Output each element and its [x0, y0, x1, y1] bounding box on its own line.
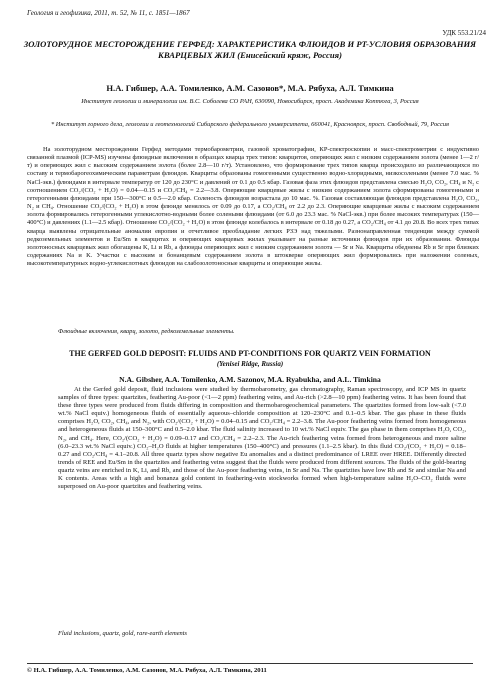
- paper-title-en: THE GERFED GOLD DEPOSIT: FLUIDS AND PT-CONDITIONS FOR QUARTZ VEIN FORMATION: [69, 349, 431, 358]
- paper-subtitle-en: (Yenisei Ridge, Russia): [216, 360, 284, 368]
- copyright-notice: © Н.А. Гибшер, А.А. Томиленко, А.М. Сазонов, М.А. Рябуха, А.Л. Тимкина, 2011: [27, 667, 267, 674]
- keywords-en: Fluid inclusions, quartz, gold, rare-earth elements: [58, 630, 187, 637]
- abstract-en: At the Gerfed gold deposit, fluid inclusions were studied by thermobarometry, gas chromatography, Raman spectroscopy, and ICP MS in quartz samples of three types: quartzites, feathering Au-poor (<1—2 ppm) feathering veins, and Au-rich (>2.8—10 ppm) feathering veins. It has been found that these three types were produced from fluids differing in composition and thermobarogeochemical parameters. The quartzites formed from low-salt (<7.0 wt.% NaCl equiv.) homogeneous fluids of essentially aqueous–chloride composition at 120–230°C and 0.1–0.5 kbar. The gas phase in these fluids comprises H₂O, CO₂, CH₄, and N₂, with CO₂/(CO₂ + H₂O) = 0.04–0.15 and CO₂/CH₄ = 2.2–3.8. The Au-poor feathering veins formed from homogeneous and heterogeneous fluids at 150–300°C and 0.5–2.0 kbar. The fluid salinity increased to 10 wt.% NaCl equiv. The gas phase in them comprises H₂O, CO₂, N₂, and CH₄. Here, CO₂/(CO₂ + H₂O) = 0.09–0.17 and CO₂/CH₄ = 2.2–2.3. The Au-rich feathering veins formed from heterogeneous and more saline (6.0–23.3 wt.% NaCl equiv.) CO₂–H₂O fluids at higher temperatures (150–400°C) and pressures (1.1–2.5 kbar). In this fluid CO₂/(CO₂ + H₂O) = 0.18–0.27 and CO₂/CH₄ = 4.1–20.8. All three quartz types show negative Eu anomalies and a distinct predominance of LREE over HREE. Differently directed trends of REE and Eu/Sm in the quartzites and feathering veins suggest that the fluids were produced from different sources. The fluids of the gold-bearing quartz veins are enriched in K, Li, and Rb, and those of the Au-poor feathering veins, in Sr and Na. The quartzites have low Rb and Sr and similar Na and K contents. Areas with a high and bonanza gold content in feathering-vein stockworks formed when high-temperature saline H₂O–CO₂ fluids were superposed on Au-poor quartzites and feathering veins.: [58, 386, 466, 491]
- authors-en: N.A. Gibsher, A.A. Tomilenko, A.M. Sazonov, M.A. Ryabukha, and A.L. Timkina: [119, 375, 381, 384]
- paper-title-ru: ЗОЛОТОРУДНОЕ МЕСТОРОЖДЕНИЕ ГЕРФЕД: ХАРАКТЕРИСТИКА ФЛЮИДОВ И PT-УСЛОВИЯ ОБРАЗОВАНИЯ КВАРЦЕВЫХ ЖИЛ (Енисейский кряж, Россия): [23, 39, 477, 60]
- affiliation-1-ru: Институт геологии и минералогии им. В.С. Соболева СО РАН, 630090, Новосибирск, просп. Академика Коптюга, 3, Россия: [81, 98, 419, 105]
- abstract-ru: На золоторудном месторождении Герфед методами термобарометрии, газовой хроматографии, КР-спектроскопии и масс-спектрометрии с индуктивно связанной плазмой (ICP-MS) изучены флюидные включения в образцах кварца трех типов: кварцитов, оперяющих жил с низким содержанием золота (менее 1—2 г/т) и оперяющих жил с высоким содержанием золота (более 2.8—10 г/т). Установлено, что формирование трех типов кварца происходило из различающихся по составу и термобарогеохимическим параметрам флюидов. Кварциты образованы гомогенными существенно водно-хлоридными, низкосолеными (менее 7.0 мас. % NaCl-экв.) флюидами в интервале температур от 120 до 230°С и давлений от 0.1 до 0.5 кбар. Газовая фаза этих флюидов представлена смесью H₂O, CO₂, CH₄ и N₂ с соотношением CO₂/(CO₂ + H₂O) = 0.04—0.15 и CO₂/CH₄ = 2.2—3.8. Оперяющие кварцевые жилы с низким содержанием золота сформированы гомогенными и гетерогенными флюидами при 150—300°С и 0.5—2.0 кбар. Соленость флюидов возрастала до 10 мас. %. Газовая составляющая флюидов представлена H₂O, CO₂, N₂ и CH₄. Отношение CO₂/(CO₂ + H₂O) в этом флюиде менялось от 0.09 до 0.17, а CO₂/CH₄ от 2.2 до 2.3. Оперяющие кварцевые жилы с высоким содержанием золота формировались гетерогенными углекислотно-водными более солеными флюидами (от 6.0 до 23.3 мас. % NaCl-экв.) при более высоких температурах (150—400°С) и давлениях (1.1—2.5 кбар). Отношение CO₂/(CO₂ + H₂O) в этом флюиде колебалось в интервале от 0.18 до 0.27, а CO₂/CH₄ от 4.1 до 20.8. Во всех трех типах кварца выявлены отрицательные аномалии европия и отчетливое преобладание легких РЗЭ над тяжелыми. Разнонаправленная тенденция между суммой редкоземельных элементов и Eu/Sm в кварцитах и оперяющих кварцевых жилах указывает на разные источники флюидов при их образовании. Флюиды золотоносных кварцевых жил обогащены K, Li и Rb, а флюиды оперяющих жил с низким содержанием золота — Sr и Na. Кварциты обеднены Rb и Sr при близких содержаниях Na и K. Участки с высоким и бонанцевым содержанием золота в штокверке оперяющих жил формировались при наложении соленых, высокотемпературных водно-углекислотных флюидов на слабозолотоносные кварциты и оперяющие жилы.: [27, 146, 479, 268]
- keywords-ru: Флюидные включения, кварц, золото, редкоземельные элементы.: [58, 328, 235, 335]
- journal-citation: Геология и геофизика, 2011, т. 52, № 11, с. 1851—1867: [27, 9, 190, 17]
- authors-ru: Н.А. Гибшер, А.А. Томиленко, А.М. Сазонов*, М.А. Рябуха, А.Л. Тимкина: [106, 83, 394, 93]
- affiliation-2-ru: * Институт горного дела, геологии и геотехнологий Сибирского федерального университета, 660041, Красноярск, просп. Свободный, 79, Россия: [50, 121, 450, 128]
- footer-divider: [27, 663, 473, 664]
- udk-code: УДК 553.21/24: [442, 29, 486, 37]
